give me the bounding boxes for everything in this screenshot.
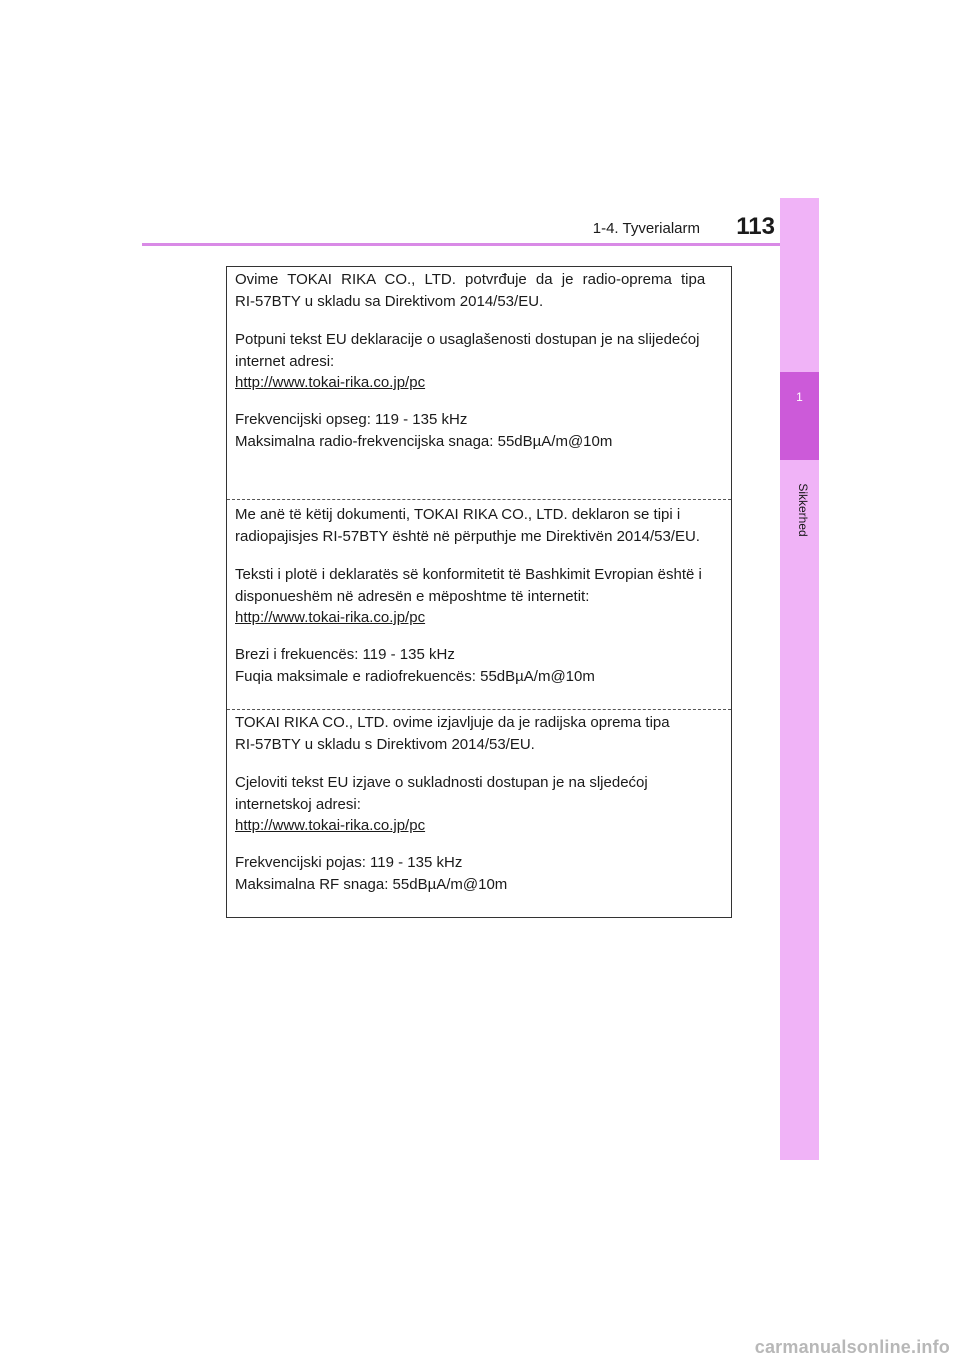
frequency-line: Frekvencijski opseg: 119 - 135 kHz <box>235 411 468 428</box>
text-line-2: internet adresi: <box>235 353 335 370</box>
declaration-block-albanian <box>227 500 731 710</box>
chapter-label: Sikkerhed <box>796 483 810 537</box>
intro-line-1: Ovime TOKAI RIKA CO., LTD. potvrđuje da je radio-oprema tipa <box>235 271 706 288</box>
declaration-link[interactable]: http://www.tokai-rika.co.jp/pc <box>235 374 426 391</box>
text-line-2: internetskoj adresi: <box>235 796 361 813</box>
text-line-2: disponueshëm në adresën e mëposhtme të internetit: <box>235 588 590 605</box>
page-number: 113 <box>736 213 775 240</box>
frequency-line: Frekvencijski pojas: 119 - 135 kHz <box>235 854 463 871</box>
page-footer <box>0 1335 960 1358</box>
text-line-1: Cjeloviti tekst EU izjave o sukladnosti dostupan je na sljedećoj <box>235 774 648 791</box>
intro-line-2: radiopajisjes RI-57BTY është në përputhje me Direktivën 2014/53/EU. <box>235 528 700 545</box>
chapter-tab-active[interactable] <box>780 372 819 460</box>
declaration-link[interactable]: http://www.tokai-rika.co.jp/pc <box>235 609 426 626</box>
header-divider <box>142 243 819 246</box>
text-line-1: Potpuni tekst EU deklaracije o usaglašenosti dostupan je na slijedećoj <box>235 331 700 348</box>
text-line-1: Teksti i plotë i deklaratës së konformitetit të Bashkimit Evropian është i <box>235 566 702 583</box>
declaration-block-bosnian <box>227 267 731 500</box>
declaration-link[interactable]: http://www.tokai-rika.co.jp/pc <box>235 817 426 834</box>
site-watermark: carmanualsonline.info <box>754 1337 950 1357</box>
chapter-number: 1 <box>796 390 803 404</box>
intro-line-2: RI-57BTY u skladu s Direktivom 2014/53/EU. <box>235 736 535 753</box>
declaration-frame <box>226 266 732 918</box>
power-line: Maksimalna radio-frekvencijska snaga: 55dBµA/m@10m <box>235 433 613 450</box>
intro-line-1: Me anë të këtij dokumenti, TOKAI RIKA CO., LTD. deklaron se tipi i <box>235 506 681 523</box>
intro-line-2: RI-57BTY u skladu sa Direktivom 2014/53/EU. <box>235 293 544 310</box>
power-line: Fuqia maksimale e radiofrekuencës: 55dBµA/m@10m <box>235 668 595 685</box>
frequency-line: Brezi i frekuencës: 119 - 135 kHz <box>235 646 455 663</box>
chapter-tab-bar <box>780 198 819 1160</box>
declaration-block-croatian <box>227 710 731 917</box>
power-line: Maksimalna RF snaga: 55dBµA/m@10m <box>235 876 508 893</box>
section-title: 1-4. Tyverialarm <box>592 220 700 237</box>
intro-line-1: TOKAI RIKA CO., LTD. ovime izjavljuje da je radijska oprema tipa <box>235 714 670 731</box>
